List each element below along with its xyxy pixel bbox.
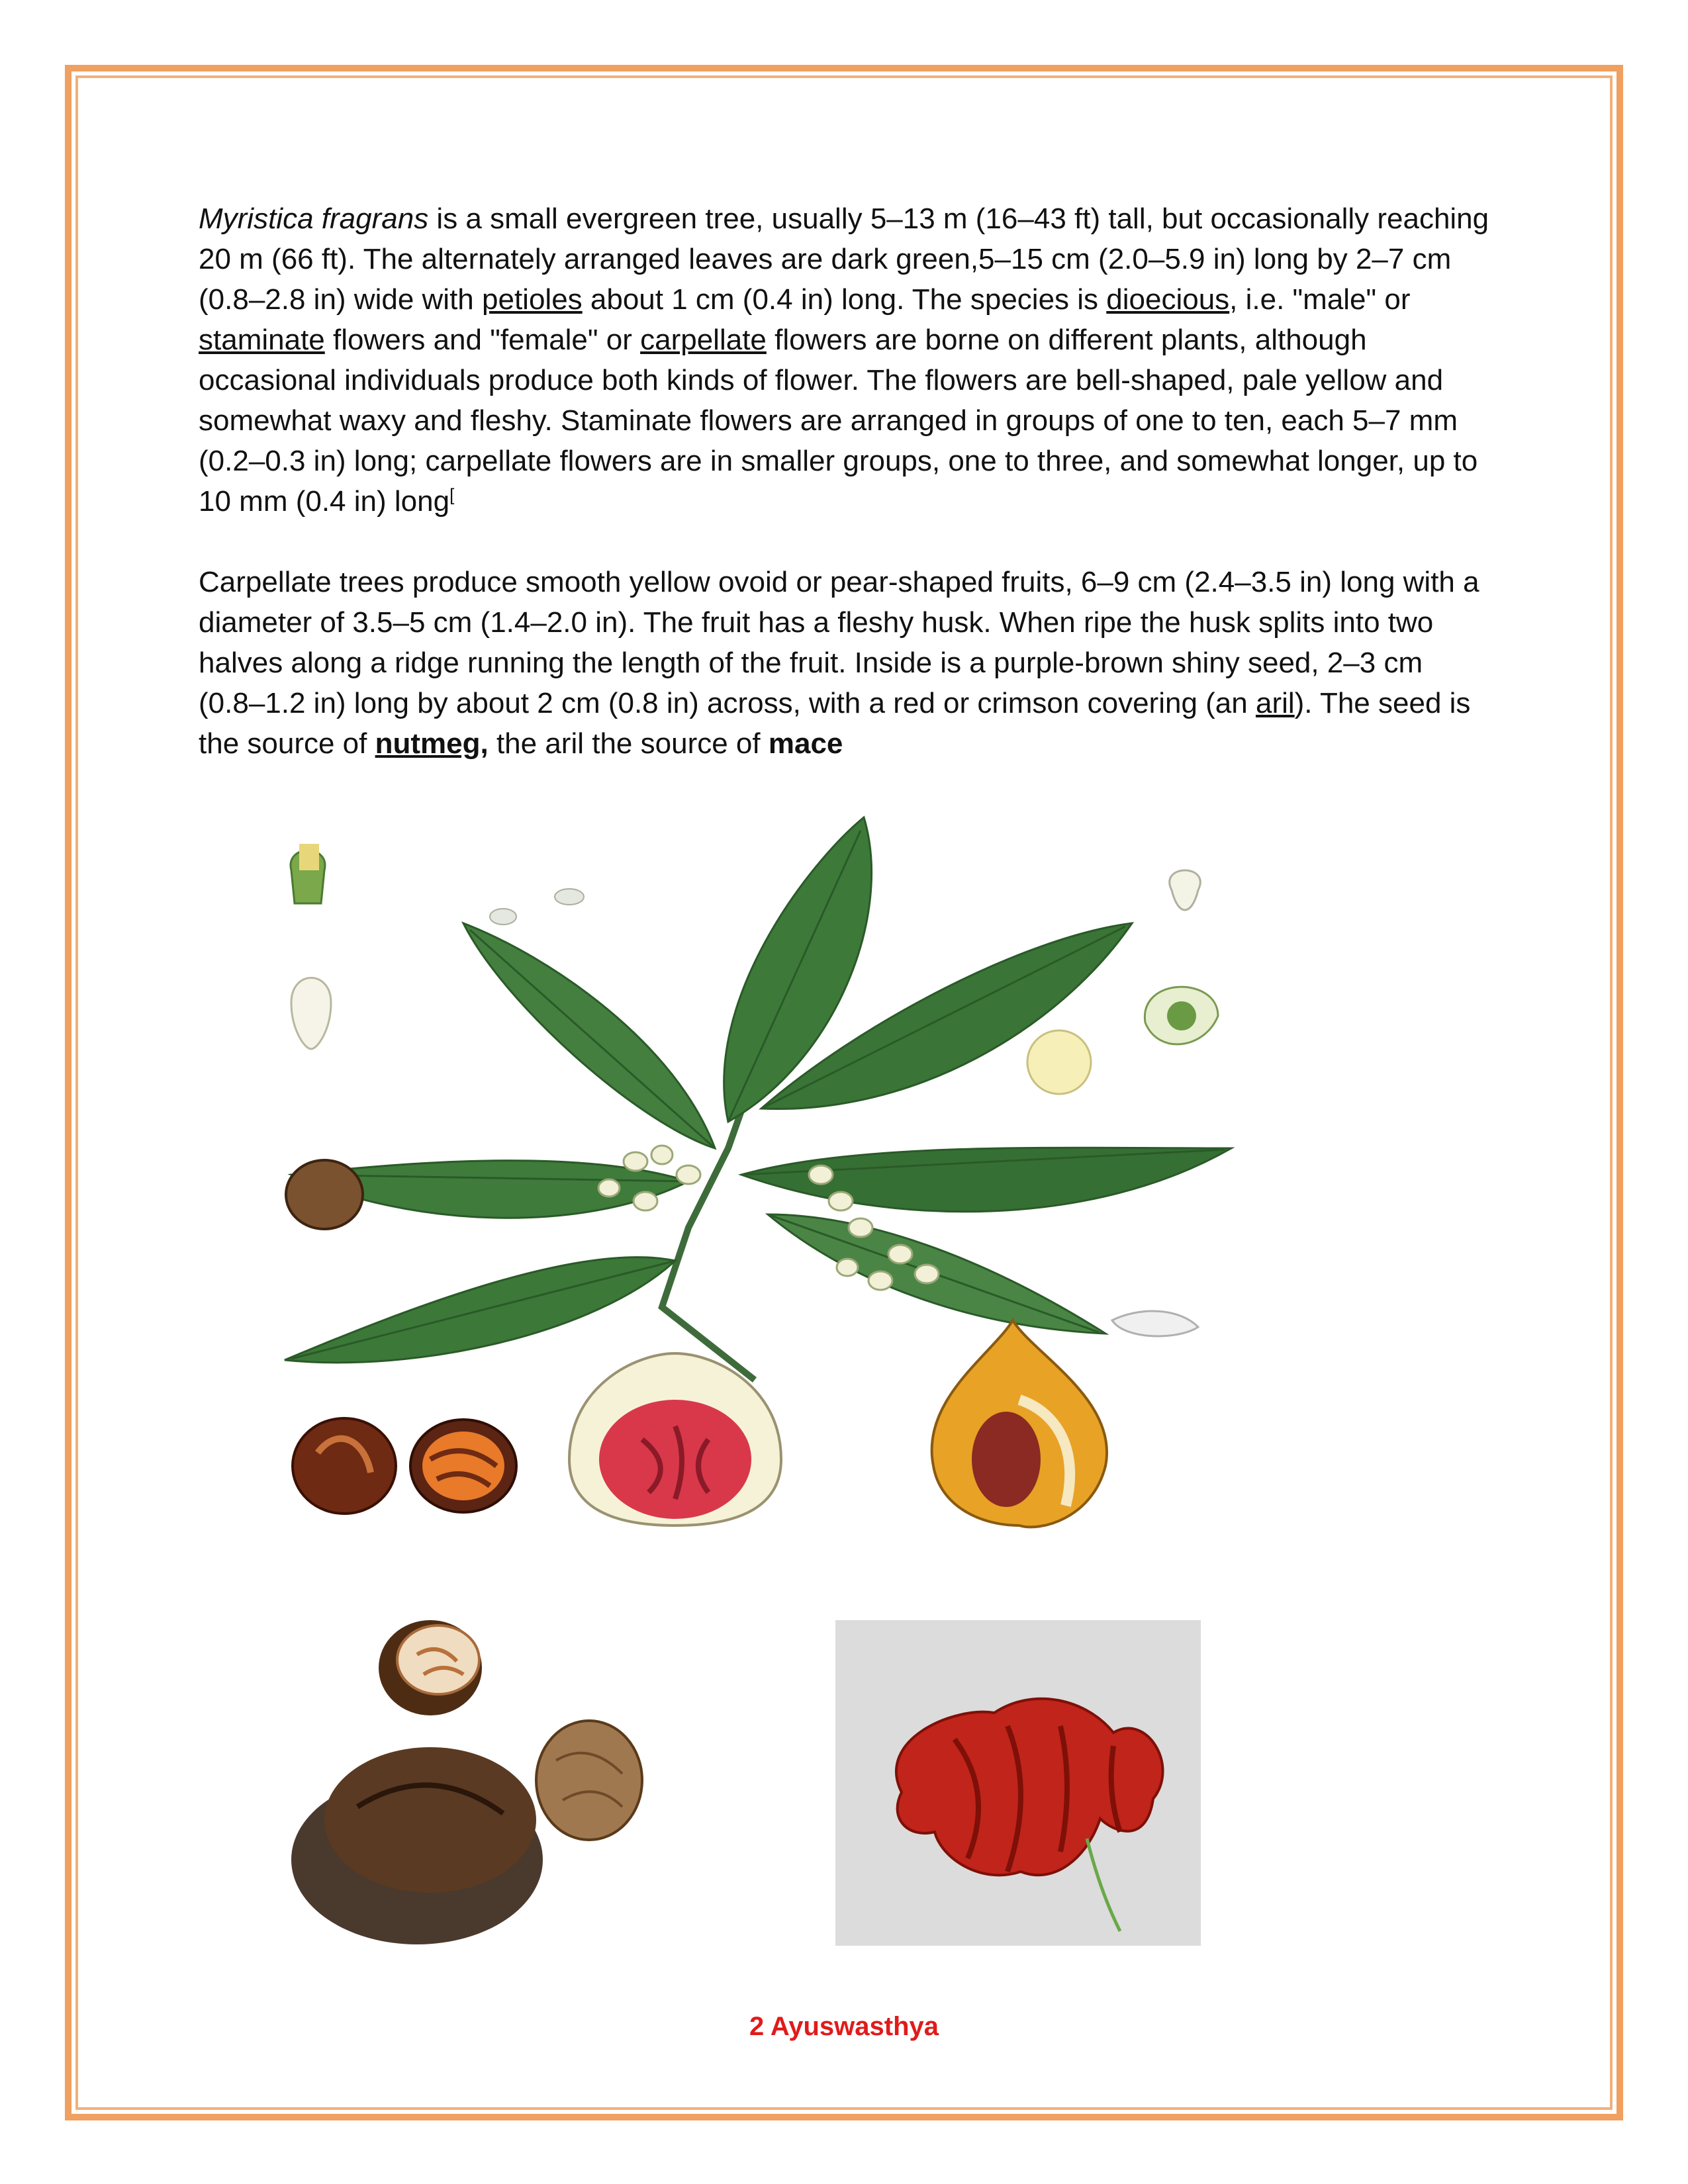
nutmeg-seed-icon — [286, 1160, 363, 1229]
link-petioles[interactable]: petioles — [482, 283, 583, 316]
nutmeg-photo — [265, 1608, 662, 1952]
flower-detail-icon — [291, 844, 331, 1049]
mace-photo — [835, 1620, 1201, 1946]
link-staminate[interactable]: staminate — [199, 324, 325, 356]
citation-marker: [ — [449, 484, 455, 505]
fruit-opened-icon — [932, 1320, 1107, 1527]
link-aril[interactable]: aril — [1255, 687, 1295, 719]
seed-with-aril-icon — [293, 1418, 396, 1514]
aril-fragment-icon — [1112, 1311, 1198, 1336]
link-dioecious[interactable]: dioecious — [1106, 283, 1230, 316]
link-carpellate[interactable]: carpellate — [640, 324, 767, 356]
term-mace: mace — [768, 727, 843, 760]
botanical-illustration — [265, 804, 1238, 1552]
paragraph-description: Myristica fragrans is a small evergreen tree, usually 5–13 m (16–43 ft) tall, but occasionally reaching 20 m (66 ft). The alternately arranged leaves are dark green,5–15 cm (2.0–5.9 in) long by 2–7 cm (0.8–2.8 in) wide with petioles about 1 cm (0.4 in) long. The species is dioecious, i.e. "male" or staminate flowers and "female" or carpellate flowers are borne on different plants, although occasional individuals produce both kinds of flower. The flowers are bell-shaped, pale yellow and somewhat waxy and fleshy. Staminate flowers are arranged in groups of one to ten, each 5–7 mm (0.2–0.3 in) long; carpellate flowers are in smaller groups, one to three, and somewhat longer, up to 10 mm (0.4 in) long[ — [199, 203, 1489, 518]
leaf-icon — [285, 1257, 675, 1363]
paragraph-fruit: Carpellate trees produce smooth yellow ovoid or pear-shaped fruits, 6–9 cm (2.4–3.5 in) long with a diameter of 3.5–5 cm (1.4–2.0 in). The fruit has a fleshy husk. When ripe the husk splits into two halves along a ridge running the length of the fruit. Inside is a purple-brown shiny seed, 2–3 cm (0.8–1.2 in) long by about 2 cm (0.8 in) across, with a red or crimson covering (an aril). The seed is the source of nutmeg, the aril the source of mace — [199, 566, 1479, 760]
link-nutmeg[interactable]: nutmeg, — [375, 727, 489, 760]
leaf-icon — [463, 923, 715, 1148]
body-text — [199, 199, 1496, 804]
species-name: Myristica fragrans — [199, 203, 429, 235]
page-footer: 2 Ayuswasthya — [749, 2012, 939, 2041]
